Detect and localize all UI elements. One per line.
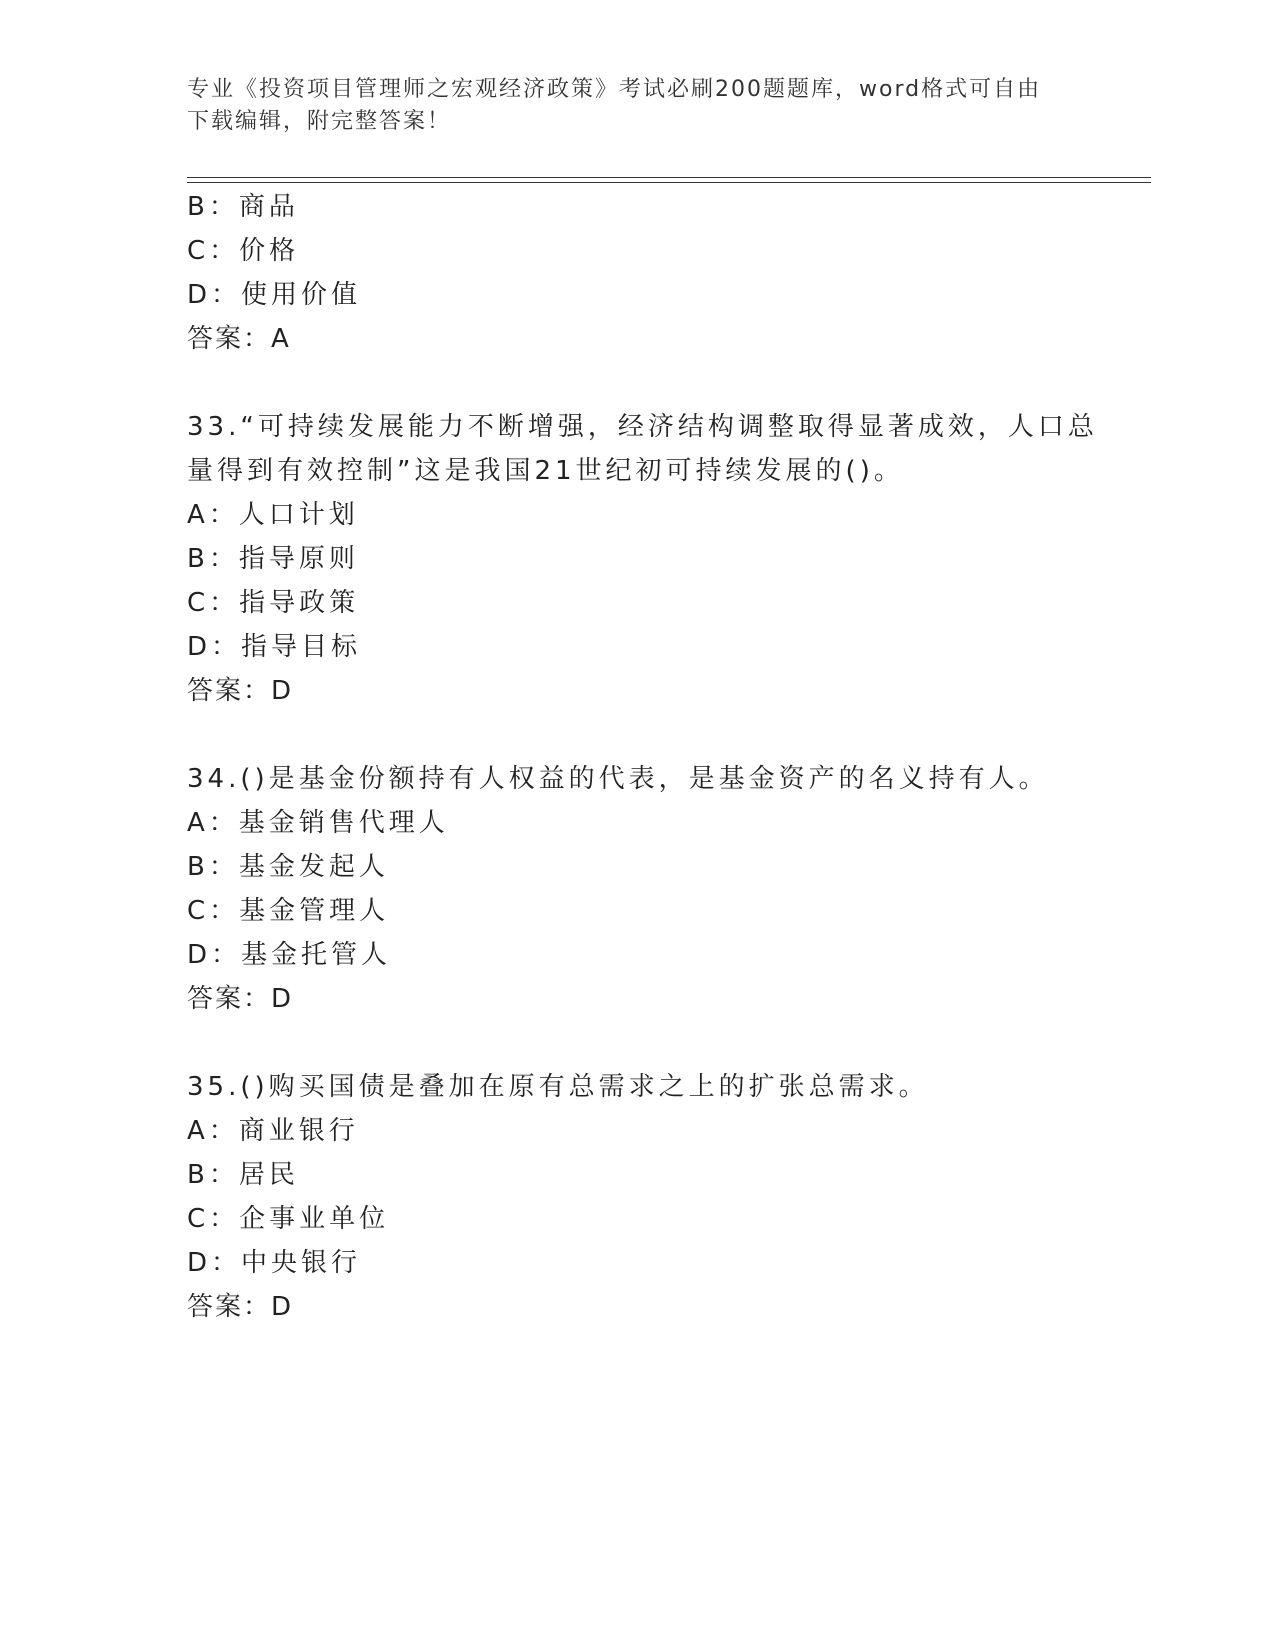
q33-option-a: A：人口计划 (187, 500, 359, 530)
q32-option-d: D：使用价值 (187, 280, 362, 310)
header-rule-bottom (187, 182, 1151, 183)
q35-answer: 答案：D (187, 1292, 294, 1322)
q33-stem-line-1: 33.“可持续发展能力不断增强，经济结构调整取得显著成效，人口总 (187, 412, 1098, 442)
q35-option-d: D：中央银行 (187, 1248, 362, 1278)
q35-option-b: B：居民 (187, 1160, 299, 1190)
q32-answer: 答案：A (187, 324, 291, 354)
document-header (187, 74, 1087, 138)
q34-option-a: A：基金销售代理人 (187, 808, 449, 838)
q34-option-d: D：基金托管人 (187, 940, 392, 970)
q34-option-c: C：基金管理人 (187, 896, 390, 926)
q35-option-c: C：企事业单位 (187, 1204, 390, 1234)
q33-answer: 答案：D (187, 676, 294, 706)
header-line-2: 下载编辑，附完整答案！ (187, 109, 452, 134)
q35-stem-line-1: 35.()购买国债是叠加在原有总需求之上的扩张总需求。 (187, 1072, 929, 1102)
q35-option-a: A：商业银行 (187, 1116, 359, 1146)
q34-answer: 答案：D (187, 984, 294, 1014)
q32-option-c: C：价格 (187, 236, 300, 266)
q33-option-d: D：指导目标 (187, 632, 362, 662)
q34-option-b: B：基金发起人 (187, 852, 389, 882)
q32-option-b: B：商品 (187, 192, 299, 222)
q33-option-c: C：指导政策 (187, 588, 360, 618)
header-rule-top (187, 177, 1151, 178)
q33-option-b: B：指导原则 (187, 544, 359, 574)
header-line-1: 专业《投资项目管理师之宏观经济政策》考试必刷200题题库，word格式可自由 (187, 77, 1042, 102)
q34-stem-line-1: 34.()是基金份额持有人权益的代表，是基金资产的名义持有人。 (187, 764, 1049, 794)
q33-stem-line-2: 量得到有效控制”这是我国21世纪初可持续发展的()。 (187, 456, 904, 486)
